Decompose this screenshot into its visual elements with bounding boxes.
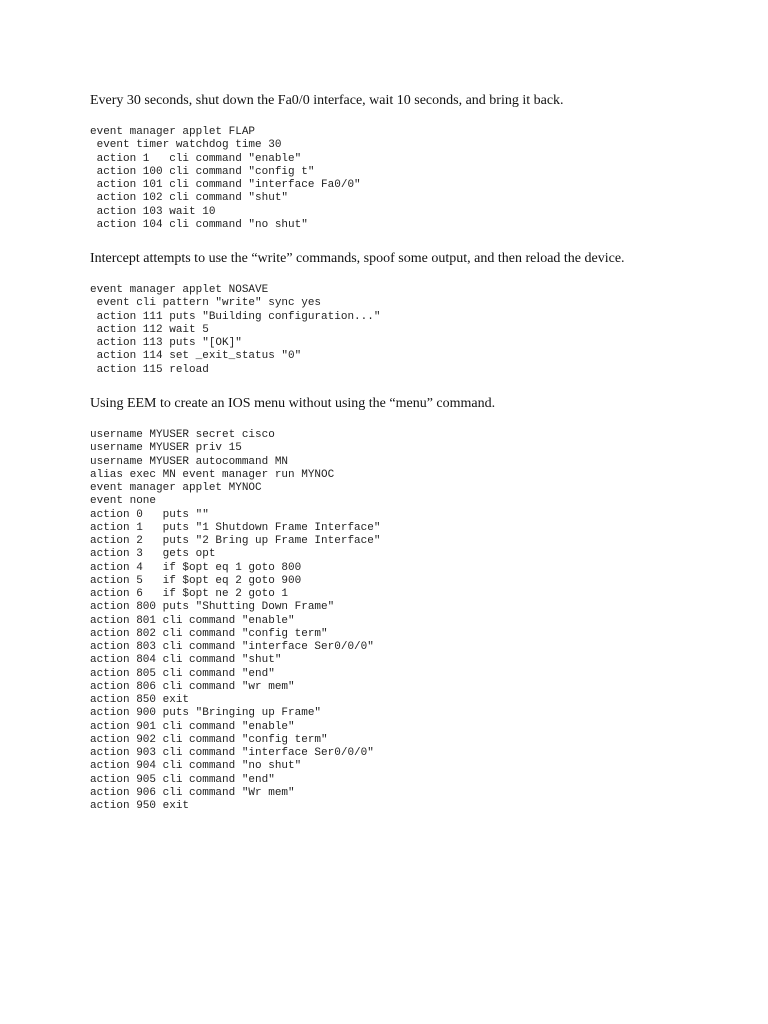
code-line: action 4 if $opt eq 1 goto 800 <box>90 561 302 574</box>
code-line: action 802 cli command "config term" <box>90 627 328 640</box>
code-line: action 850 exit <box>90 694 190 706</box>
code-line: action 6 if $opt ne 2 goto 1 <box>90 588 289 600</box>
code-line: event manager applet MYNOC <box>90 482 262 494</box>
code-line: action 950 exit <box>90 800 190 812</box>
code-line: action 103 wait 10 <box>90 205 216 218</box>
code-line: event manager applet NOSAVE <box>90 284 269 296</box>
code-line: action 801 cli command "enable" <box>90 614 295 627</box>
code-line: action 100 cli command "config t" <box>90 165 315 178</box>
code-line: action 903 cli command "interface Ser0/0/0" <box>90 747 374 759</box>
code-line: action 804 cli command "shut" <box>90 654 282 667</box>
section-3-intro: Using EEM to create an IOS menu without using the “menu” command. <box>90 396 496 411</box>
code-line: action 906 cli command "Wr mem" <box>90 786 295 799</box>
code-line: username MYUSER autocommand MN <box>90 455 289 468</box>
code-line: action 800 puts "Shutting Down Frame" <box>90 601 335 614</box>
code-line: alias exec MN event manager run MYNOC <box>90 468 335 481</box>
code-line: action 114 set _exit_status "0" <box>90 350 302 363</box>
section-3-code-block <box>90 429 380 813</box>
code-line: action 3 gets opt <box>90 548 216 561</box>
code-line: action 2 puts "2 Bring up Frame Interface" <box>90 535 381 547</box>
code-line: action 904 cli command "no shut" <box>90 760 302 773</box>
code-line: event cli pattern "write" sync yes <box>90 297 322 310</box>
section-2-code-block <box>90 284 380 377</box>
section-1-intro: Every 30 seconds, shut down the Fa0/0 interface, wait 10 seconds, and bring it back. <box>90 93 564 108</box>
code-line: action 806 cli command "wr mem" <box>90 680 295 693</box>
code-line: action 111 puts "Building configuration..." <box>90 310 381 323</box>
code-line: action 115 reload <box>90 363 209 376</box>
code-line: action 1 cli command "enable" <box>90 152 302 165</box>
section-2-intro: Intercept attempts to use the “write” commands, spoof some output, and then reload the device. <box>90 251 625 266</box>
code-line: action 901 cli command "enable" <box>90 720 295 733</box>
code-line: username MYUSER priv 15 <box>90 442 242 455</box>
section-1-code-block <box>90 126 361 232</box>
code-line: action 0 puts "" <box>90 508 209 521</box>
code-line: action 101 cli command "interface Fa0/0" <box>90 179 361 191</box>
code-line: action 905 cli command "end" <box>90 773 275 786</box>
code-line: action 5 if $opt eq 2 goto 900 <box>90 574 302 587</box>
code-line: action 104 cli command "no shut" <box>90 218 308 231</box>
code-line: action 902 cli command "config term" <box>90 733 328 746</box>
code-line: username MYUSER secret cisco <box>90 429 275 441</box>
code-line: action 112 wait 5 <box>90 323 209 336</box>
code-line: event timer watchdog time 30 <box>90 139 282 152</box>
code-line: action 803 cli command "interface Ser0/0/0" <box>90 641 374 653</box>
code-line: action 900 puts "Bringing up Frame" <box>90 707 322 720</box>
code-line: action 1 puts "1 Shutdown Frame Interface" <box>90 521 381 534</box>
code-line: action 102 cli command "shut" <box>90 192 289 205</box>
code-line: action 805 cli command "end" <box>90 667 275 680</box>
code-line: event none <box>90 495 157 508</box>
code-line: event manager applet FLAP <box>90 126 256 138</box>
code-line: action 113 puts "[OK]" <box>90 337 242 349</box>
